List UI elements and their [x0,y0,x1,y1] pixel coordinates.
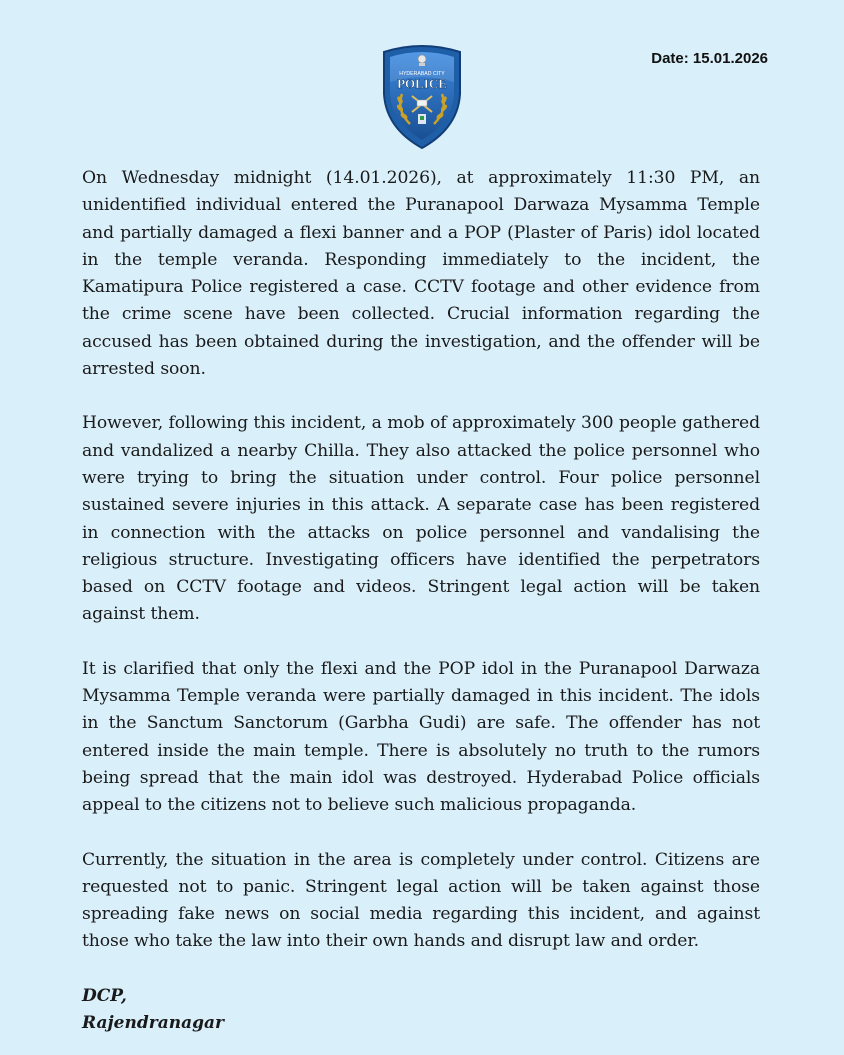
signature-block [82,983,760,1037]
police-emblem-icon [380,42,464,150]
emblem-text-main: POLICE [397,76,447,91]
paragraph-clarification: It is clarified that only the flexi and the POP idol in the Puranapool Darwaza Mysamma Temple veranda were partially damaged in this incident. The idols in the Sanctum Sanctorum (Garbha Gudi) are safe. The offender has not entered inside the main temple. There is absolutely no truth to the rumors being spread that the main idol was destroyed. Hyderabad Police officials appeal to the citizens not to believe such malicious propaganda. [82,658,760,816]
emblem-text-top: HYDERABAD CITY [399,71,445,77]
document-date: Date: 15.01.2026 [651,50,768,67]
press-release-body [82,165,760,1037]
paragraph-mob-attack: However, following this incident, a mob of approximately 300 people gathered and vandalized a nearby Chilla. They also attacked the police personnel who were trying to bring the situation under control. Four police personnel sustained severe injuries in this attack. A separate case has been registered in connection with the attacks on police personnel and vandalising the religious structure. Investigating officers have identified the perpetrators based on CCTV footage and videos. Stringent legal action will be taken against them. [82,413,760,625]
paragraph-current-situation: Currently, the situation in the area is completely under control. Citizens are requested not to panic. Stringent legal action will be taken against those spreading fake news on social media regarding this incident, and against those who take the law into their own hands and disrupt law and order. [82,849,760,952]
signature-title: DCP, [82,985,127,1006]
signature-location: Rajendranagar [82,1012,224,1033]
paragraph-incident: On Wednesday midnight (14.01.2026), at approximately 11:30 PM, an unidentified individual entered the Puranapool Darwaza Mysamma Temple and partially damaged a flexi banner and a POP (Plaster of Paris) idol located in the temple veranda. Responding immediately to the incident, the Kamatipura Police registered a case. CCTV footage and other evidence from the crime scene have been collected. Crucial information regarding the accused has been obtained during the investigation, and the offender will be arrested soon. [82,168,760,380]
